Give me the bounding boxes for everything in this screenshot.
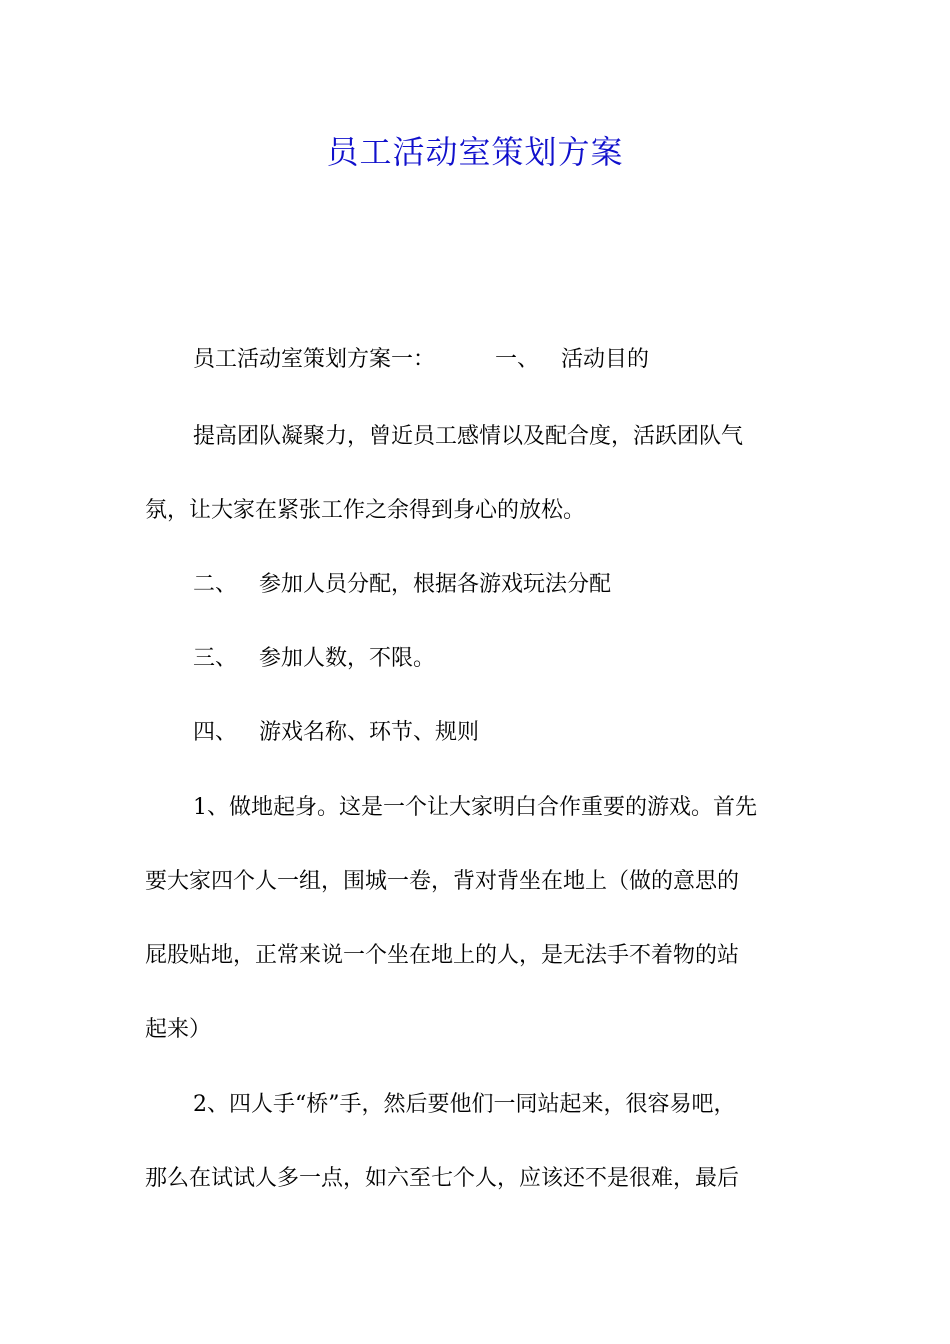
item-2-line — [145, 565, 858, 605]
item-4-number: 四、 — [193, 720, 238, 745]
game-1-line-1: 1、做地起身。这是一个让大家明白合作重要的游戏。首先 — [193, 795, 757, 820]
document-title: 员工活动室策划方案 — [326, 133, 624, 171]
item-4-text: 游戏名称、环节、规则 — [259, 720, 480, 745]
item-3-line — [145, 639, 858, 679]
game-1-line-4: 起来） — [145, 1017, 212, 1042]
item-3-text: 参加人数，不限。 — [259, 646, 436, 671]
section-heading-text: 活动目的 — [561, 347, 650, 372]
purpose-line-1: 提高团队凝聚力，曾近员工感情以及配合度，活跃团队气 — [193, 424, 744, 449]
item-2-text: 参加人员分配，根据各游戏玩法分配 — [259, 572, 612, 597]
section-heading-line — [145, 340, 858, 380]
game-2-line-2: 那么在试试人多一点，如六至七个人，应该还不是很难，最后 — [145, 1166, 740, 1191]
section-heading-prefix: 员工活动室策划方案一： — [193, 347, 436, 372]
game-2-line-1: 2、四人手“桥”手，然后要他们一同站起来，很容易吧， — [193, 1092, 736, 1117]
item-2-number: 二、 — [193, 572, 238, 597]
item-3-number: 三、 — [193, 646, 238, 671]
section-heading-number: 一、 — [495, 347, 540, 372]
purpose-line-2: 氛，让大家在紧张工作之余得到身心的放松。 — [145, 498, 586, 523]
item-4-line — [145, 713, 858, 753]
game-1-line-3: 屁股贴地，正常来说一个坐在地上的人，是无法手不着物的站 — [145, 943, 740, 968]
game-1-line-2: 要大家四个人一组，围城一卷，背对背坐在地上（做的意思的 — [145, 869, 740, 894]
